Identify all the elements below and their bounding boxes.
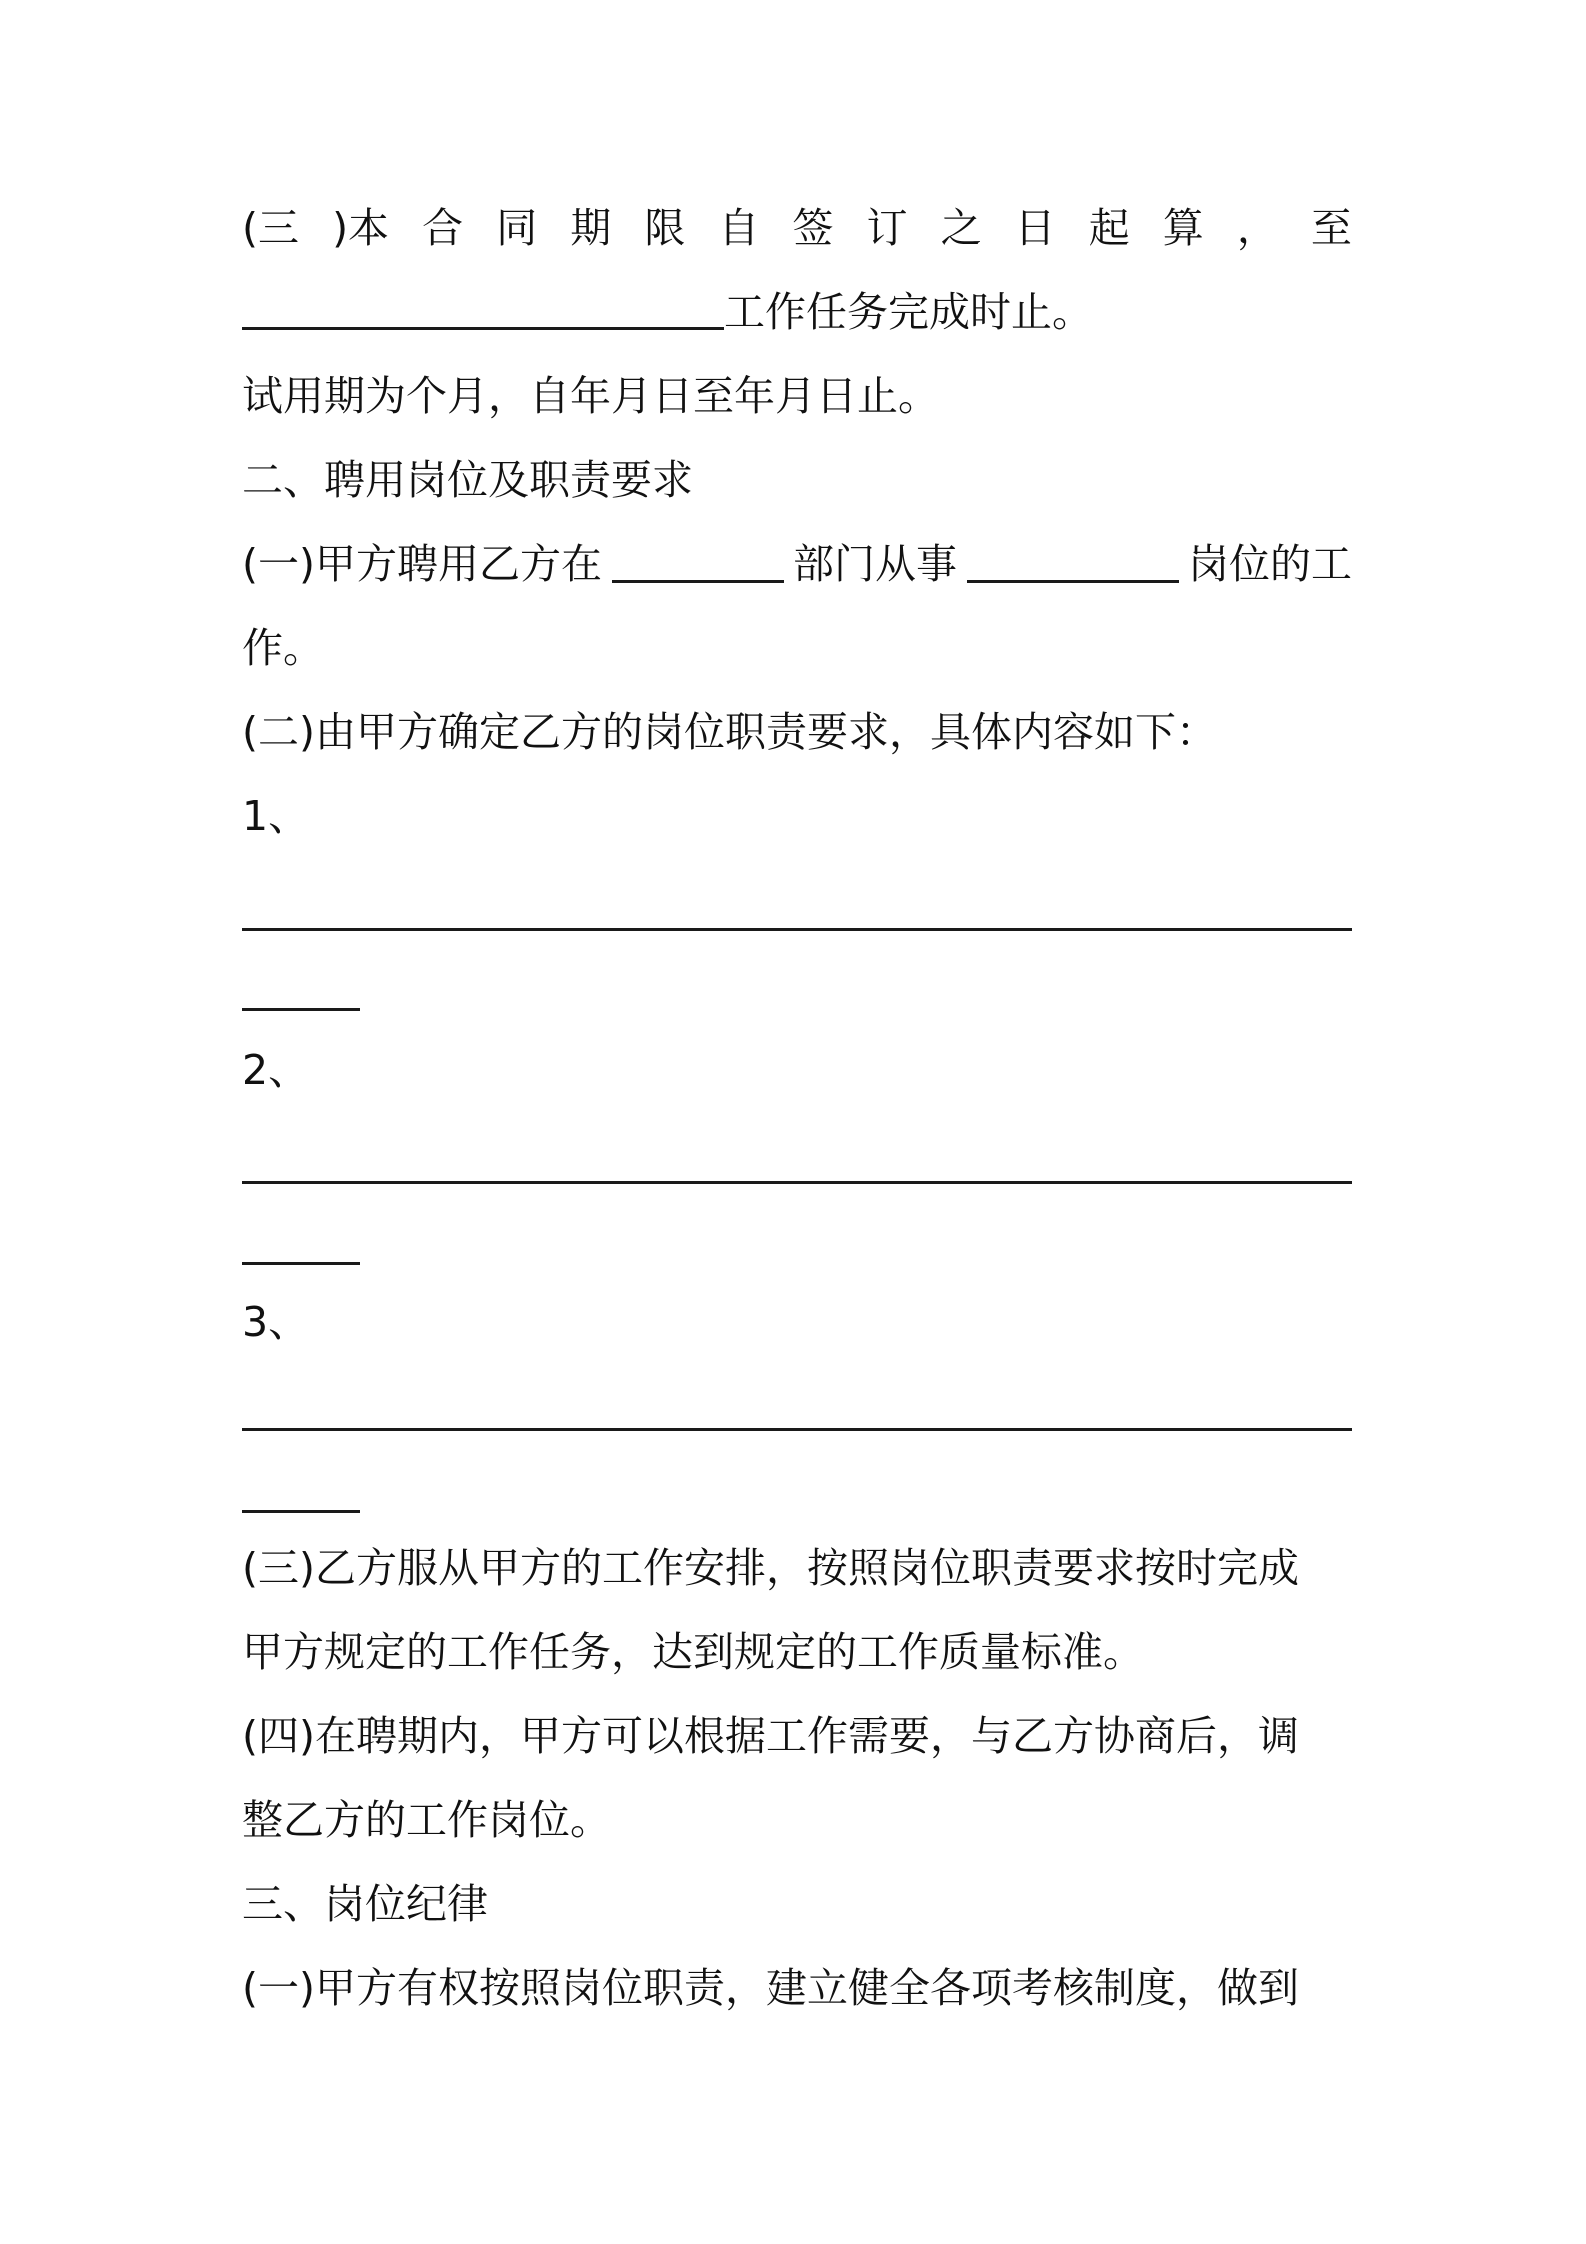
clause-2-1-line-1 — [242, 522, 1352, 606]
term-char: 自 — [718, 204, 760, 252]
term-char: 订 — [866, 204, 908, 252]
section-2-heading: 二、聘用岗位及职责要求 — [242, 456, 693, 504]
duty-1-number: 1、 — [242, 792, 310, 840]
department-blank — [612, 546, 784, 583]
term-end-blank — [242, 293, 724, 330]
clause-2-2: (二)由甲方确定乙方的岗位职责要求，具体内容如下： — [242, 708, 1217, 756]
term-char: 算 — [1162, 204, 1204, 252]
term-char: (三 — [242, 204, 299, 252]
term-char: 起 — [1088, 204, 1130, 252]
term-char: 期 — [570, 204, 612, 252]
clause-2-4-line-2: 整乙方的工作岗位。 — [242, 1796, 611, 1844]
term-char: 合 — [422, 204, 464, 252]
clause-2-1-text-c: 岗位的工 — [1188, 540, 1352, 588]
term-char: 同 — [496, 204, 538, 252]
term-line-2 — [242, 270, 1352, 354]
duty-1-blank-line — [242, 928, 1352, 931]
duty-3-number: 3、 — [242, 1298, 310, 1346]
duty-1-blank-line-cont — [242, 1008, 360, 1011]
clause-2-1-text-b: 部门从事 — [793, 540, 957, 588]
clause-2-3-line-2: 甲方规定的工作任务，达到规定的工作质量标准。 — [242, 1628, 1144, 1676]
duty-3-blank-line-cont — [242, 1510, 360, 1513]
term-char: 日 — [1014, 204, 1056, 252]
term-char: 至 — [1310, 204, 1352, 252]
duty-3-blank-line — [242, 1428, 1352, 1431]
clause-2-1-line-2: 作。 — [242, 624, 324, 672]
duty-2-blank-line — [242, 1181, 1352, 1184]
duty-2-blank-line-cont — [242, 1262, 360, 1265]
term-char: 限 — [644, 204, 686, 252]
clause-2-1-text-a: (一)甲方聘用乙方在 — [242, 540, 602, 588]
term-line-1 — [242, 186, 1352, 270]
clause-2-4-line-1: (四)在聘期内，甲方可以根据工作需要，与乙方协商后，调 — [242, 1712, 1299, 1760]
clause-2-3-line-1: (三)乙方服从甲方的工作安排，按照岗位职责要求按时完成 — [242, 1544, 1299, 1592]
probation-line: 试用期为个月，自年月日至年月日止。 — [242, 372, 939, 420]
term-end-text: 工作任务完成时止。 — [724, 288, 1093, 336]
section-3-heading: 三、岗位纪律 — [242, 1880, 488, 1928]
position-blank — [967, 546, 1179, 583]
clause-3-1: (一)甲方有权按照岗位职责，建立健全各项考核制度，做到 — [242, 1964, 1299, 2012]
term-char: 签 — [792, 204, 834, 252]
term-char: )本 — [332, 204, 390, 252]
duty-2-number: 2、 — [242, 1046, 310, 1094]
term-char: 之 — [940, 204, 982, 252]
term-char: ， — [1236, 204, 1278, 252]
